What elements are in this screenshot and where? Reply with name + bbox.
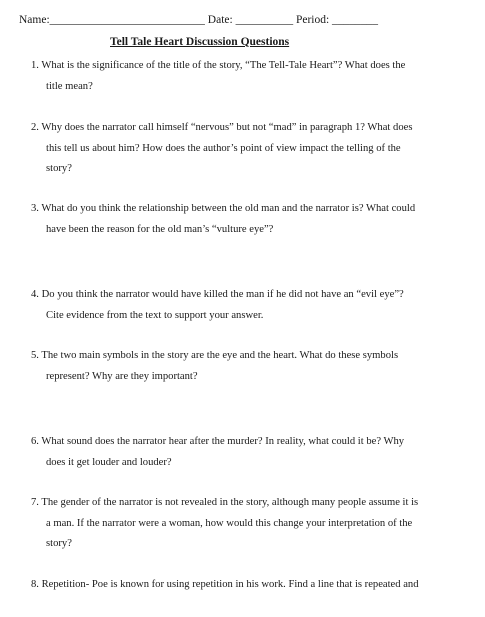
question-line: 3. What do you think the relationship between the old man and the narrator is? What could [31,203,416,214]
question-line: 5. The two main symbols in the story are the eye and the heart. What do these symbols [31,350,399,361]
question-line: have been the reason for the old man’s “vulture eye”? [46,223,274,235]
question-line: 8. Repetition- Poe is known for using repetition in his work. Find a line that is repeated and [31,579,419,590]
question-line: title mean? [46,80,93,92]
question-line: story? [46,538,72,549]
question-5 [31,346,463,387]
question-7 [31,493,463,555]
question-1 [31,56,463,97]
student-info-line [19,14,378,26]
date-label: Date: [207,14,233,26]
question-line: 7. The gender of the narrator is not revealed in the story, although many people assume it is [31,497,419,508]
question-2 [31,118,463,180]
question-line: this tell us about him? How does the author’s point of view impact the telling of the [46,142,401,154]
period-blank: ________ [332,14,379,26]
question-line: 4. Do you think the narrator would have killed the man if he did not have an “evil eye”? [31,289,404,300]
question-3 [31,199,463,240]
question-line: 1. What is the significance of the title of the story, “The Tell-Tale Heart”? What does the [31,60,406,71]
question-line: represent? Why are they important? [46,370,198,382]
question-line: 6. What sound does the narrator hear after the murder? In reality, what could it be? Why [31,436,405,447]
question-line: Cite evidence from the text to support your answer. [46,309,264,321]
worksheet-title: Tell Tale Heart Discussion Questions [110,36,290,48]
question-line: a man. If the narrator were a woman, how would this change your interpretation of the [46,517,413,529]
period-label: Period: [295,14,330,26]
question-6 [31,432,463,473]
question-line: does it get louder and louder? [46,456,172,468]
question-8 [31,575,463,596]
name-label: Name: [19,14,50,26]
date-blank: __________ [235,14,294,26]
name-blank: ___________________________ [49,14,205,26]
question-line: 2. Why does the narrator call himself “nervous” but not “mad” in paragraph 1? What does [31,122,413,133]
question-line: story? [46,163,72,174]
question-4 [31,285,463,326]
